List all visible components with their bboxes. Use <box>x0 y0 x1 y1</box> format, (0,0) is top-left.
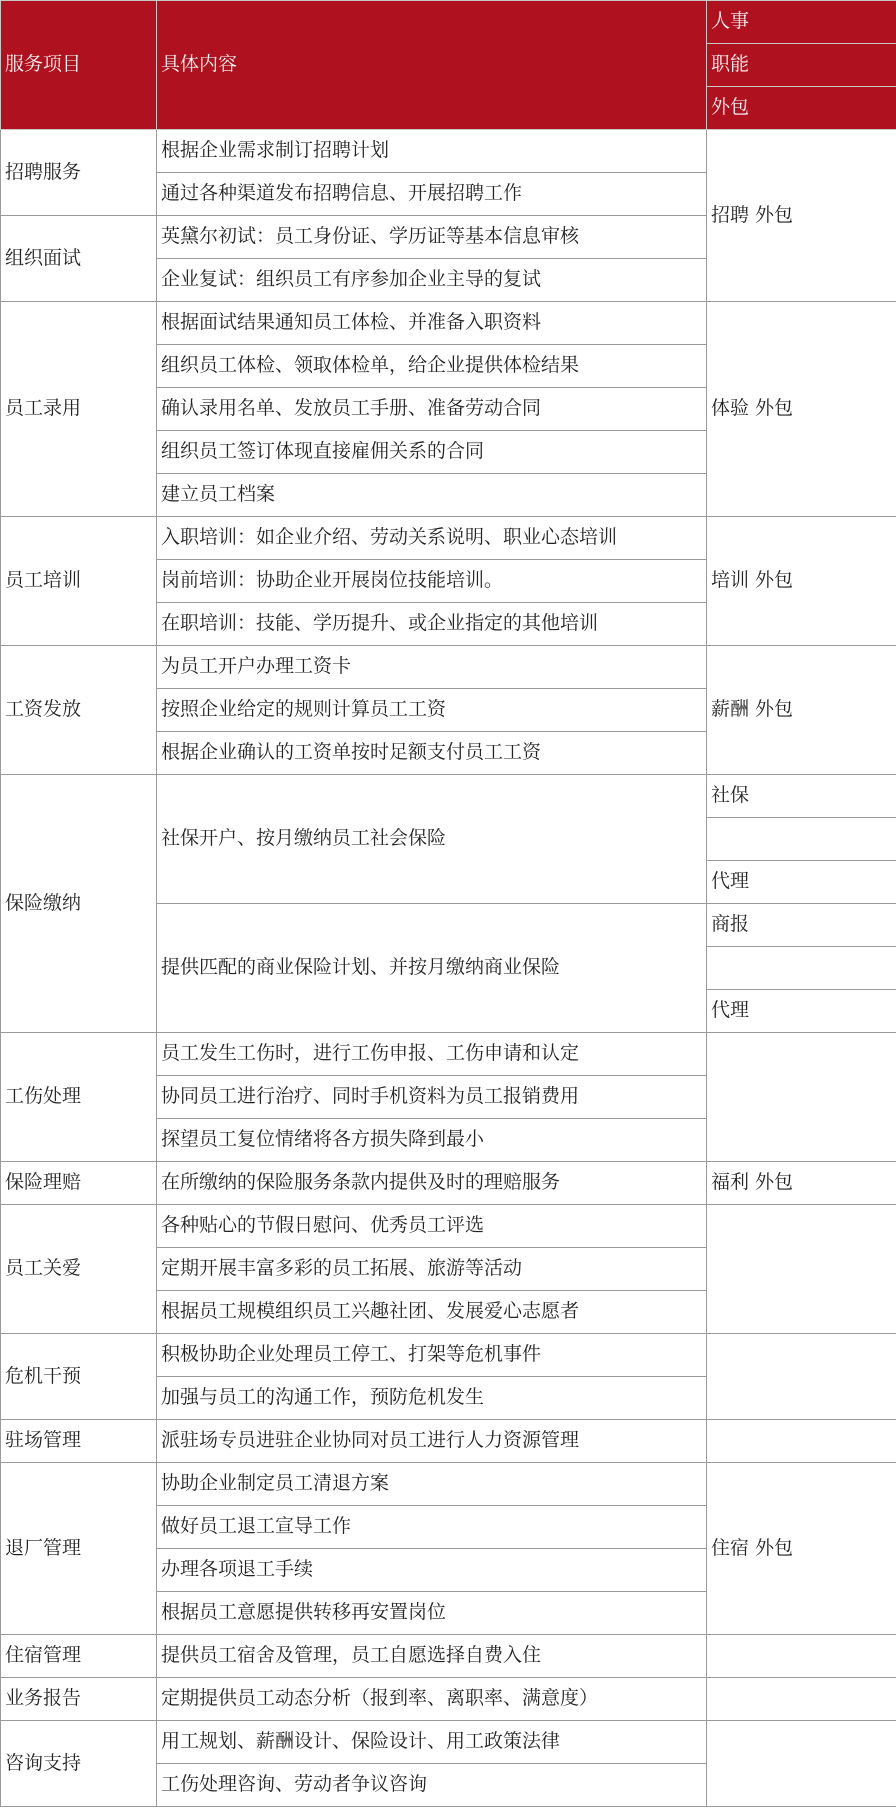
service-name: 咨询支持 <box>1 1721 157 1807</box>
header-hr-1: 人事 <box>707 1 896 44</box>
outsource-cell: 商报 <box>707 904 896 947</box>
content-cell: 入职培训：如企业介绍、劳动关系说明、职业心态培训 <box>157 517 707 560</box>
outsource-cell: 体验 外包 <box>707 302 896 517</box>
content-cell: 各种贴心的节假日慰问、优秀员工评选 <box>157 1205 707 1248</box>
table-row <box>1 775 896 818</box>
content-cell: 提供匹配的商业保险计划、并按月缴纳商业保险 <box>157 904 707 1033</box>
empty-cell <box>707 1334 896 1420</box>
service-name: 招聘服务 <box>1 130 157 216</box>
service-name: 工资发放 <box>1 646 157 775</box>
empty-cell <box>707 1678 896 1721</box>
content-cell: 为员工开户办理工资卡 <box>157 646 707 689</box>
table-row <box>1 1678 896 1721</box>
empty-cell <box>707 818 896 861</box>
table-row <box>1 646 896 689</box>
table-row <box>1 1721 896 1764</box>
service-name: 保险理赔 <box>1 1162 157 1205</box>
content-cell: 岗前培训：协助企业开展岗位技能培训。 <box>157 560 707 603</box>
content-cell: 通过各种渠道发布招聘信息、开展招聘工作 <box>157 173 707 216</box>
content-cell: 根据员工意愿提供转移再安置岗位 <box>157 1592 707 1635</box>
service-name: 退厂管理 <box>1 1463 157 1635</box>
empty-cell <box>707 1721 896 1807</box>
content-cell: 组织员工体检、领取体检单，给企业提供体检结果 <box>157 345 707 388</box>
content-cell: 根据面试结果通知员工体检、并准备入职资料 <box>157 302 707 345</box>
outsource-cell: 社保 <box>707 775 896 818</box>
content-cell: 做好员工退工宣导工作 <box>157 1506 707 1549</box>
empty-cell <box>707 1033 896 1162</box>
content-cell: 按照企业给定的规则计算员工工资 <box>157 689 707 732</box>
table-row <box>1 1635 896 1678</box>
content-cell: 协同员工进行治疗、同时手机资料为员工报销费用 <box>157 1076 707 1119</box>
outsource-cell: 住宿 外包 <box>707 1463 896 1635</box>
content-cell: 积极协助企业处理员工停工、打架等危机事件 <box>157 1334 707 1377</box>
content-cell: 派驻场专员进驻企业协同对员工进行人力资源管理 <box>157 1420 707 1463</box>
outsource-cell: 培训 外包 <box>707 517 896 646</box>
outsource-cell: 代理 <box>707 861 896 904</box>
table-row <box>1 1205 896 1248</box>
table-row <box>1 130 896 173</box>
content-cell: 根据员工规模组织员工兴趣社团、发展爱心志愿者 <box>157 1291 707 1334</box>
service-name: 驻场管理 <box>1 1420 157 1463</box>
content-cell: 加强与员工的沟通工作，预防危机发生 <box>157 1377 707 1420</box>
content-cell: 建立员工档案 <box>157 474 707 517</box>
content-cell: 社保开户、按月缴纳员工社会保险 <box>157 775 707 904</box>
service-name: 住宿管理 <box>1 1635 157 1678</box>
empty-cell <box>707 1420 896 1463</box>
content-cell: 协助企业制定员工清退方案 <box>157 1463 707 1506</box>
service-name: 员工培训 <box>1 517 157 646</box>
content-cell: 探望员工复位情绪将各方损失降到最小 <box>157 1119 707 1162</box>
service-name: 员工关爱 <box>1 1205 157 1334</box>
table-row <box>1 1463 896 1506</box>
table-row <box>1 1033 896 1076</box>
content-cell: 组织员工签订体现直接雇佣关系的合同 <box>157 431 707 474</box>
table-row <box>1 302 896 345</box>
content-cell: 定期开展丰富多彩的员工拓展、旅游等活动 <box>157 1248 707 1291</box>
content-cell: 用工规划、薪酬设计、保险设计、用工政策法律 <box>157 1721 707 1764</box>
content-cell: 定期提供员工动态分析（报到率、离职率、满意度） <box>157 1678 707 1721</box>
header-hr-2: 职能 <box>707 44 896 87</box>
content-cell: 在所缴纳的保险服务条款内提供及时的理赔服务 <box>157 1162 707 1205</box>
content-cell: 员工发生工伤时，进行工伤申报、工伤申请和认定 <box>157 1033 707 1076</box>
service-name: 组织面试 <box>1 216 157 302</box>
content-cell: 根据企业需求制订招聘计划 <box>157 130 707 173</box>
service-name: 业务报告 <box>1 1678 157 1721</box>
content-cell: 工伤处理咨询、劳动者争议咨询 <box>157 1764 707 1807</box>
content-cell: 根据企业确认的工资单按时足额支付员工工资 <box>157 732 707 775</box>
table-row <box>1 517 896 560</box>
empty-cell <box>707 1635 896 1678</box>
empty-cell <box>707 947 896 990</box>
table-row <box>1 1162 896 1205</box>
content-cell: 在职培训：技能、学历提升、或企业指定的其他培训 <box>157 603 707 646</box>
content-cell: 办理各项退工手续 <box>157 1549 707 1592</box>
content-cell: 提供员工宿舍及管理，员工自愿选择自费入住 <box>157 1635 707 1678</box>
content-cell: 企业复试：组织员工有序参加企业主导的复试 <box>157 259 707 302</box>
service-name: 危机干预 <box>1 1334 157 1420</box>
empty-cell <box>707 1205 896 1334</box>
outsource-cell: 薪酬 外包 <box>707 646 896 775</box>
header-service: 服务项目 <box>1 1 157 130</box>
header-content: 具体内容 <box>157 1 707 130</box>
table-row <box>1 1420 896 1463</box>
outsource-cell: 招聘 外包 <box>707 130 896 302</box>
content-cell: 确认录用名单、发放员工手册、准备劳动合同 <box>157 388 707 431</box>
service-name: 员工录用 <box>1 302 157 517</box>
service-name: 工伤处理 <box>1 1033 157 1162</box>
header-hr-3: 外包 <box>707 87 896 130</box>
outsource-cell: 代理 <box>707 990 896 1033</box>
outsource-cell: 福利 外包 <box>707 1162 896 1205</box>
content-cell: 英黛尔初试：员工身份证、学历证等基本信息审核 <box>157 216 707 259</box>
service-name: 保险缴纳 <box>1 775 157 1033</box>
table-row <box>1 1334 896 1377</box>
